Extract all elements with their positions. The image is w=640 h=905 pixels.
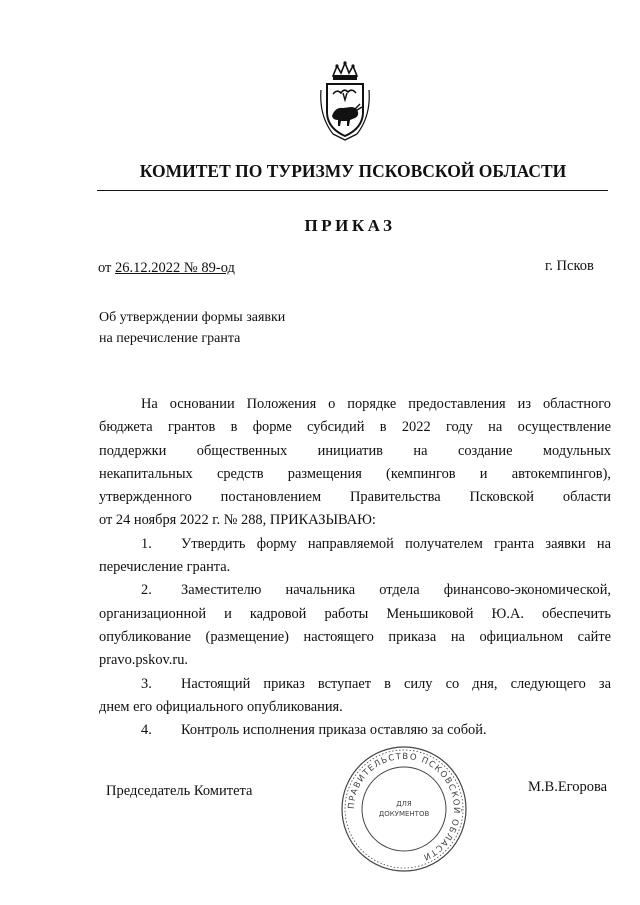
order-date-number [98, 260, 235, 277]
number-prefix: № [180, 260, 202, 276]
item-text: Заместителю начальника отдела финансово-экономической, [181, 582, 611, 599]
order-number: 89-од [201, 260, 235, 276]
list-item-line: опубликование (размещение) настоящего приказа на официальном сайте [99, 628, 611, 645]
stamp-center-text: ДЛЯ [396, 800, 412, 808]
item-number: 3. [141, 675, 152, 692]
preamble-line: бюджета грантов в форме субсидий в 2022 году на осуществление [99, 419, 611, 436]
preamble-line: от 24 ноября 2022 г. № 288, ПРИКАЗЫВАЮ: [99, 512, 376, 529]
order-date: 26.12.2022 [115, 260, 181, 276]
preamble-line: поддержки общественных инициатив на создание модульных [99, 442, 611, 459]
item-number: 2. [141, 582, 152, 599]
header-rule [97, 190, 608, 191]
order-body [99, 393, 611, 742]
stamp-ring-text: ПРАВИТЕЛЬСТВО ПСКОВСКОЙ ОБЛАСТИ [346, 751, 462, 863]
order-subject [99, 307, 285, 349]
coat-of-arms-icon [313, 60, 377, 142]
list-item-line: перечисление гранта. [99, 559, 231, 576]
list-item-line: pravo.pskov.ru. [99, 652, 188, 669]
list-item-first-line [99, 533, 611, 556]
preamble-line: утвержденного постановлением Правительства Псковской области [99, 489, 611, 506]
signer-title: Председатель Комитета [106, 783, 253, 799]
stamp-center-text: ДОКУМЕНТОВ [378, 810, 430, 818]
item-number: 4. [141, 722, 152, 739]
signer-name: М.В.Егорова [528, 779, 608, 795]
preamble-line: На основании Положения о порядке предоставления из областного [141, 396, 611, 412]
preamble-line: некапитальных средств размещения (кемпингов и автокемпингов), [99, 465, 611, 482]
list-item-line: организационной и кадровой работы Меньшиковой Ю.А. обеспечить [99, 605, 611, 622]
subject-line: на перечисление гранта [99, 331, 241, 346]
item-text: Утвердить форму направляемой получателем гранта заявки на [181, 535, 611, 552]
committee-name: КОМИТЕТ ПО ТУРИЗМУ ПСКОВСКОЙ ОБЛАСТИ [139, 161, 567, 181]
item-text: Настоящий приказ вступает в силу со дня, следующего за [181, 675, 611, 692]
item-text: Контроль исполнения приказа оставляю за собой. [181, 722, 487, 739]
date-prefix: от [98, 260, 116, 276]
list-item-first-line [99, 579, 611, 602]
list-item-first-line [99, 673, 611, 696]
order-title: ПРИКАЗ [304, 216, 396, 235]
city: г. Псков [545, 258, 594, 274]
list-item-line: днем его официального опубликования. [99, 698, 343, 715]
official-stamp [340, 744, 468, 874]
list-item-first-line [99, 719, 611, 742]
item-number: 1. [141, 535, 152, 552]
subject-line: Об утверждении формы заявки [99, 310, 286, 325]
